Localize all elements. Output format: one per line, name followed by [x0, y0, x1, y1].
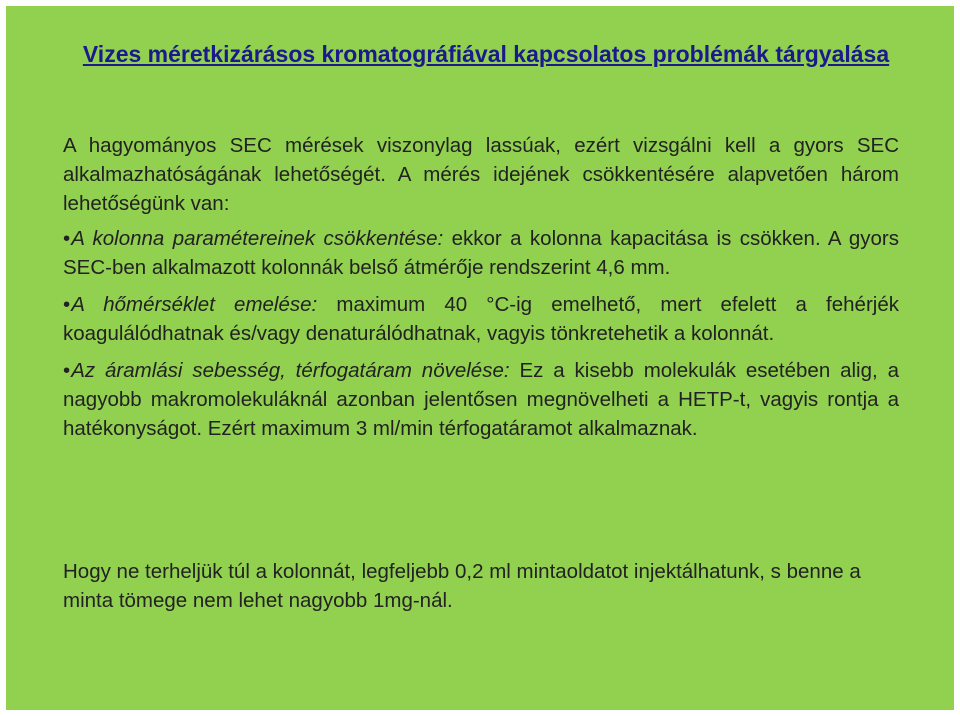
closing-paragraph: Hogy ne terheljük túl a kolonnát, legfeljebb 0,2 ml mintaoldatot injektálhatunk, s benne a minta tömege nem lehet nagyobb 1mg-nál.: [63, 559, 861, 612]
bullet-item-temperature: [63, 290, 899, 348]
slide-body: [63, 131, 899, 443]
bullet-text: Ez a kisebb molekulák esetében alig, a nagyobb makromolekuláknál azonban jelentősen megnövelheti a HETP-t, vagyis rontja a hatékonyságot. Ezért maximum 3 ml/min térfogatáramot alkalmaznak.: [63, 359, 899, 440]
bullet-item-flow-rate: [63, 356, 899, 443]
bullet-text: ekkor a kolonna kapacitása is csökken. A gyors SEC-ben alkalmazott kolonnák belső átmérője rendszerint 4,6 mm.: [63, 227, 899, 279]
slide: [6, 6, 954, 710]
bullet-icon: •: [63, 227, 71, 250]
bullet-item-column-parameters: [63, 224, 899, 282]
slide-title: Vizes méretkizárásos kromatográfiával kapcsolatos problémák tárgyalása: [82, 41, 890, 67]
bullet-icon: •: [63, 293, 71, 316]
bullet-lead: Az áramlási sebesség, térfogatáram növelése:: [71, 359, 510, 382]
bullet-lead: A hőmérséklet emelése:: [71, 293, 318, 316]
bullet-icon: •: [63, 359, 71, 382]
bullet-text: maximum 40 °C-ig emelhető, mert efelett a fehérjék koagulálódhatnak és/vagy denaturálódhatnak, vagyis tönkretehetik a kolonnát.: [63, 293, 899, 345]
intro-paragraph: A hagyományos SEC mérések viszonylag lassúak, ezért vizsgálni kell a gyors SEC alkalmazhatóságának lehetőségét. A mérés idejének csökkentésére alapvetően három lehetőségünk van:: [63, 134, 899, 215]
bullet-lead: A kolonna paramétereinek csökkentése:: [71, 227, 444, 250]
